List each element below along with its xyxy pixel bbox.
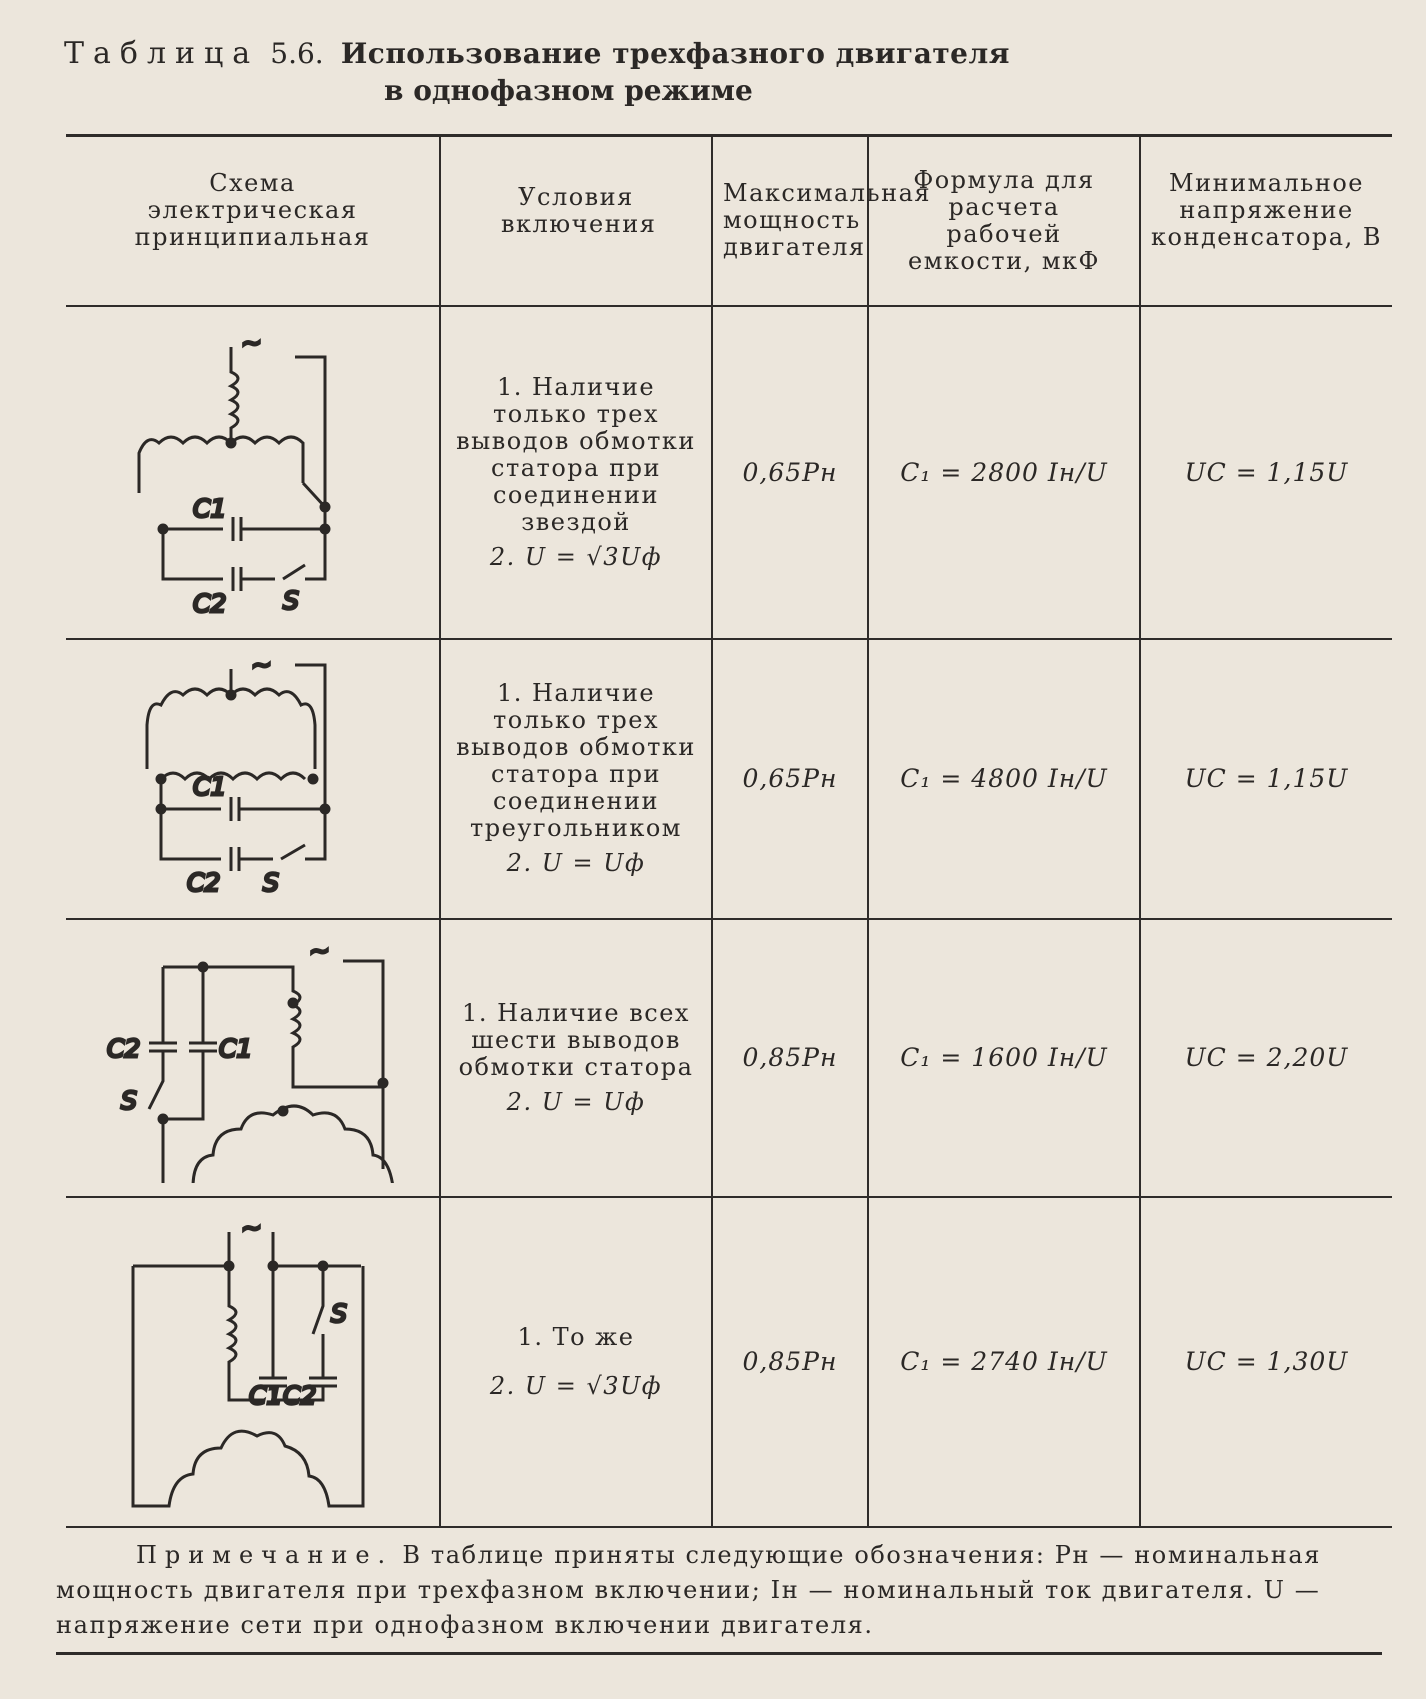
conditions-cell <box>440 639 712 919</box>
schematic-cell <box>66 919 440 1197</box>
power-cell: 0,85Pн <box>712 919 868 1197</box>
bridge-schematic <box>123 1212 383 1512</box>
c2-label: C2 <box>282 1380 316 1410</box>
schematic-cell <box>66 1197 440 1527</box>
condition-1: 1. Наличие всех шести выводов обмотки статора <box>458 998 694 1081</box>
note-text: В таблице приняты следующие обозначения: Pн — номинальная мощность двигателя при трехфазном включении; Iн — номинальный ток двигателя. U — напряжение сети при однофазном включении двигателя. <box>56 1541 1321 1639</box>
header-power: Максимальная мощность двигателя <box>712 136 868 306</box>
schematic-cell <box>66 306 440 639</box>
six-lead-schematic <box>103 933 403 1183</box>
c2-label: C2 <box>192 589 226 618</box>
condition-2: 2. U = √3Uф <box>489 1371 663 1400</box>
c2-label: C2 <box>186 867 220 897</box>
c2-label: C2 <box>106 1033 140 1063</box>
condition-2: 2. U = Uф <box>506 1087 646 1116</box>
ac-label: ~ <box>308 935 330 965</box>
header-formula: Формула для расчета рабочей емкости, мкФ <box>868 136 1140 306</box>
conditions-cell <box>440 919 712 1197</box>
condition-2: 2. U = Uф <box>506 849 646 877</box>
header-scheme: Схема электрическая принципиальная <box>66 136 440 306</box>
formula-cell: C₁ = 1600 Iн/U <box>868 919 1140 1197</box>
formula-cell: C₁ = 2740 Iн/U <box>868 1197 1140 1527</box>
header-row <box>66 136 1392 306</box>
s-label: S <box>330 1298 347 1328</box>
c1-label: C1 <box>248 1380 282 1410</box>
c1-label: C1 <box>192 771 226 801</box>
c1-label: C1 <box>218 1033 252 1063</box>
s-label: S <box>120 1085 137 1115</box>
header-conditions: Условия включения <box>440 136 712 306</box>
formula-cell: C₁ = 2800 Iн/U <box>868 306 1140 639</box>
delta-schematic <box>133 649 373 909</box>
table-heading-line1: Использование трехфазного двигателя <box>340 37 1010 70</box>
table-note <box>56 1538 1382 1643</box>
bottom-rule <box>56 1652 1382 1655</box>
formula-cell: C₁ = 4800 Iн/U <box>868 639 1140 919</box>
table-heading-line2: в однофазном режиме <box>384 74 753 107</box>
motor-table <box>66 134 1392 1528</box>
page-title <box>64 36 1010 107</box>
condition-2: 2. U = √3Uф <box>489 542 663 571</box>
s-label: S <box>262 867 279 897</box>
table-number: 5.6. <box>270 37 324 70</box>
table-row <box>66 919 1392 1197</box>
condition-1: 1. Наличие только трех выводов обмотки статора при соединении звездой <box>456 372 696 536</box>
table-row <box>66 1197 1392 1527</box>
s-label: S <box>282 586 299 615</box>
schematic-cell <box>66 639 440 919</box>
condition-1: 1. То же <box>517 1322 635 1351</box>
ac-label: ~ <box>240 1212 262 1242</box>
power-cell: 0,85Pн <box>712 1197 868 1527</box>
conditions-cell <box>440 306 712 639</box>
power-cell: 0,65Pн <box>712 639 868 919</box>
voltage-cell: UC = 1,30U <box>1140 1197 1392 1527</box>
table-row <box>66 306 1392 639</box>
header-voltage: Минимальное напряжение конденсатора, В <box>1140 136 1392 306</box>
ac-label: ~ <box>240 328 262 357</box>
power-cell: 0,65Pн <box>712 306 868 639</box>
table-row <box>66 639 1392 919</box>
condition-1: 1. Наличие только трех выводов обмотки статора при соединении треугольником <box>456 679 696 842</box>
note-label: Примечание. <box>136 1541 394 1569</box>
star-schematic <box>133 317 373 627</box>
conditions-cell <box>440 1197 712 1527</box>
c1-label: C1 <box>192 494 226 523</box>
voltage-cell: UC = 1,15U <box>1140 639 1392 919</box>
table-label: Таблица <box>64 36 260 71</box>
ac-label: ~ <box>250 649 272 679</box>
voltage-cell: UC = 1,15U <box>1140 306 1392 639</box>
voltage-cell: UC = 2,20U <box>1140 919 1392 1197</box>
